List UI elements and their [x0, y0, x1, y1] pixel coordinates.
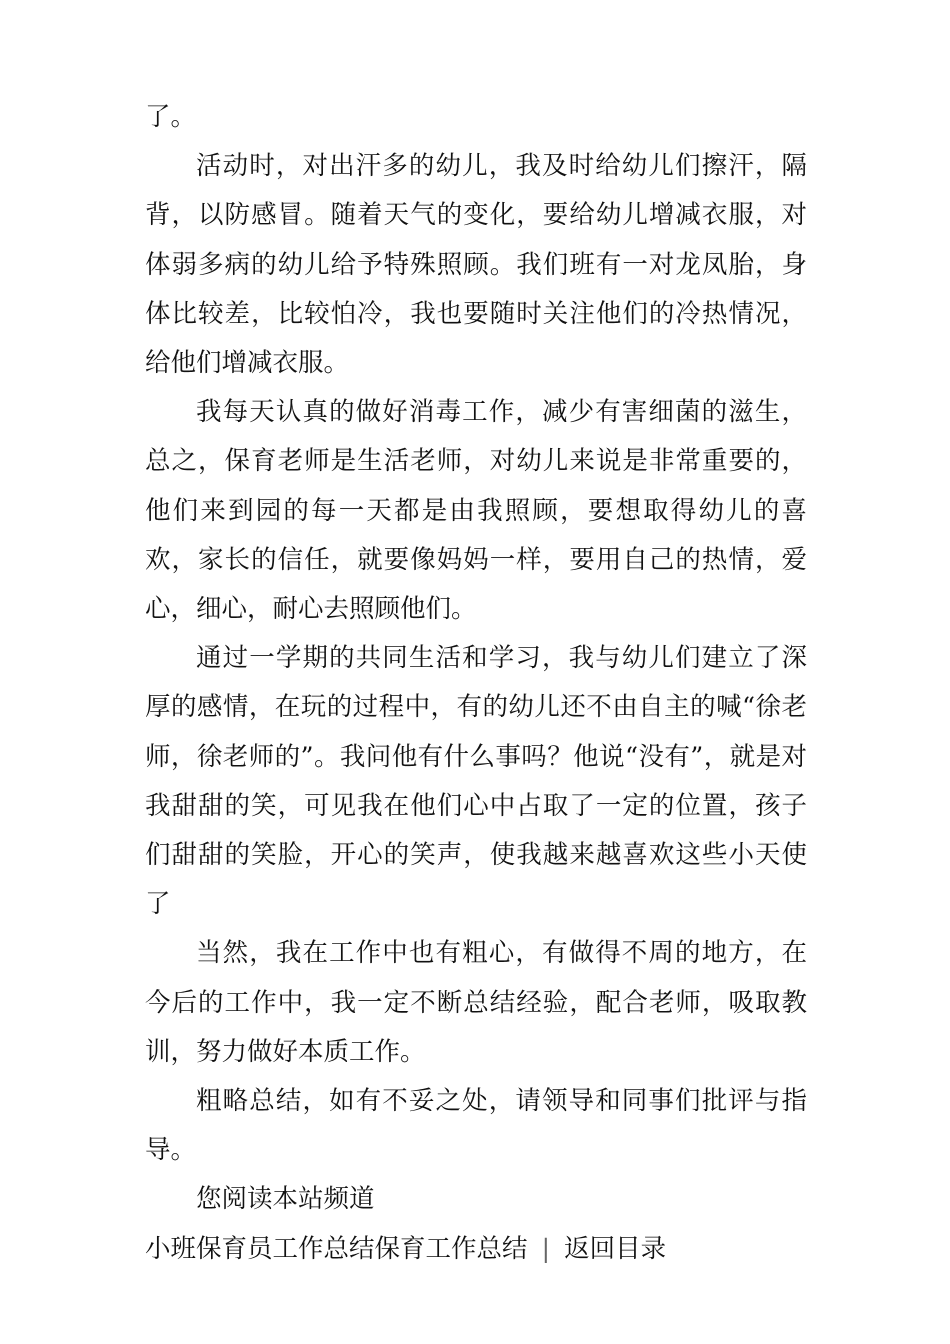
paragraph-relationship: 通过一学期的共同生活和学习，我与幼儿们建立了深厚的感情，在玩的过程中，有的幼儿还不由自主的喊“徐老师，徐老师的”。我问他有什么事吗？他说“没有”，就是对我甜甜的笑，可见我在他们心中占取了一定的位置，孩子们甜甜的笑脸，开心的笑声，使我越来越喜欢这些小天使了	[145, 643, 807, 920]
article-title-link[interactable]: 小班保育员工作总结保育工作总结	[145, 1233, 528, 1264]
paragraph-closing: 粗略总结，如有不妥之处，请领导和同事们批评与指导。	[145, 1086, 807, 1166]
paragraph-shortcomings: 当然，我在工作中也有粗心，有做得不周的地方，在今后的工作中，我一定不断总结经验，配合老师，吸取教训，努力做好本质工作。	[145, 938, 807, 1067]
paragraph-continuation: 了。	[145, 102, 197, 132]
footer-links	[145, 1225, 807, 1274]
document-body	[145, 93, 807, 1274]
paragraph-disinfection: 我每天认真的做好消毒工作，减少有害细菌的滋生，总之，保育老师是生活老师，对幼儿来说是非常重要的，他们来到园的每一天都是由我照顾，要想取得幼儿的喜欢，家长的信任，就要像妈妈一样，要用自己的热情，爱心，细心，耐心去照顾他们。	[145, 397, 807, 625]
footer-separator: |	[541, 1233, 551, 1264]
paragraph-activity-care: 活动时，对出汗多的幼儿，我及时给幼儿们擦汗，隔背，以防感冒。随着天气的变化，要给幼儿增减衣服，对体弱多病的幼儿给予特殊照顾。我们班有一对龙凤胎，身体比较差，比较怕冷，我也要随时关注他们的冷热情况，给他们增减衣服。	[145, 151, 807, 379]
back-to-contents-link[interactable]: 返回目录	[564, 1233, 667, 1264]
paragraph-channel-note: 您阅读本站频道	[196, 1184, 375, 1215]
